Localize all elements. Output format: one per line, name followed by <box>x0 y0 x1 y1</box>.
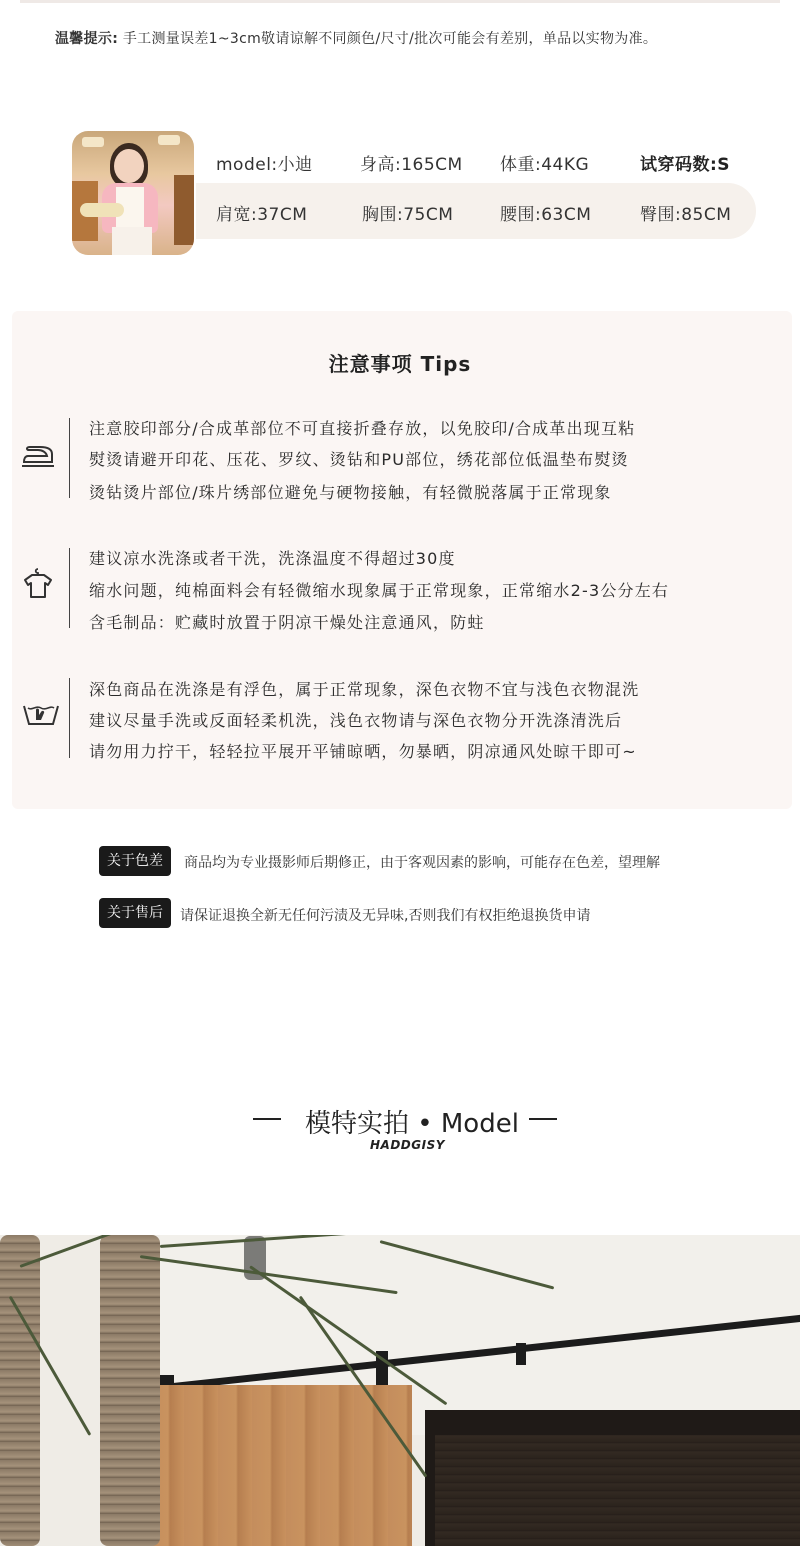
tip-line: 注意胶印部分/合成革部位不可直接折叠存放，以免胶印/合成革出现互粘 <box>89 419 636 438</box>
hip: 臀围:85CM <box>640 205 732 225</box>
hanger-shirt-icon <box>22 566 54 600</box>
iron-icon <box>20 440 56 470</box>
waist: 腰围:63CM <box>500 205 592 225</box>
tips-divider <box>69 548 70 628</box>
notice-label: 温馨提示: <box>55 31 119 47</box>
after-sales-text: 请保证退换全新无任何污渍及无异味,否则我们有权拒绝退换货申请 <box>180 908 591 924</box>
tip-line: 建议尽量手洗或反面轻柔机洗，浅色衣物请与深色衣物分开洗涤清洗后 <box>89 711 623 730</box>
tips-divider <box>69 678 70 758</box>
model-height: 身高:165CM <box>360 155 463 175</box>
measurement-notice <box>55 28 657 48</box>
model-name: model:小迪 <box>216 155 313 175</box>
tip-line: 建议凉水洗涤或者干洗，洗涤温度不得超过30度 <box>89 549 456 568</box>
try-size: 试穿码数:S <box>640 155 731 175</box>
shoulder-width: 肩宽:37CM <box>216 205 308 225</box>
tips-divider <box>69 418 70 498</box>
model-photo <box>0 1235 800 1546</box>
brand-name: HADDGISY <box>370 1138 445 1152</box>
model-section-title: 模特实拍 • Model <box>305 1109 519 1139</box>
tip-line: 缩水问题，纯棉面料会有轻微缩水现象属于正常现象，正常缩水2-3公分左右 <box>89 581 670 600</box>
bust: 胸围:75CM <box>362 205 454 225</box>
hand-wash-icon <box>22 698 60 728</box>
top-divider <box>20 0 780 3</box>
model-avatar <box>72 131 194 255</box>
tip-line: 含毛制品：贮藏时放置于阴凉干燥处注意通风，防蛀 <box>89 613 485 632</box>
after-sales-badge: 关于售后 <box>99 898 171 928</box>
model-weight: 体重:44KG <box>500 155 590 175</box>
tip-line: 烫钻烫片部位/珠片绣部位避免与硬物接触，有轻微脱落属于正常现象 <box>89 483 612 502</box>
tip-line: 请勿用力拧干，轻轻拉平展开平铺晾晒，勿暴晒，阴凉通风处晾干即可~ <box>89 742 637 761</box>
tip-line: 深色商品在洗涤是有浮色，属于正常现象，深色衣物不宜与浅色衣物混洗 <box>89 680 640 699</box>
notice-text: 手工测量误差1~3cm敬请谅解不同颜色/尺寸/批次可能会有差别，单品以实物为准。 <box>122 31 658 47</box>
tips-title: 注意事项 Tips <box>328 352 472 376</box>
color-diff-badge: 关于色差 <box>99 846 171 876</box>
title-dash-right <box>529 1118 557 1120</box>
title-dash-left <box>253 1118 281 1120</box>
color-diff-text: 商品均为专业摄影师后期修正，由于客观因素的影响，可能存在色差，望理解 <box>184 855 660 871</box>
tip-line: 熨烫请避开印花、压花、罗纹、烫钻和PU部位，绣花部位低温垫布熨烫 <box>89 450 629 469</box>
